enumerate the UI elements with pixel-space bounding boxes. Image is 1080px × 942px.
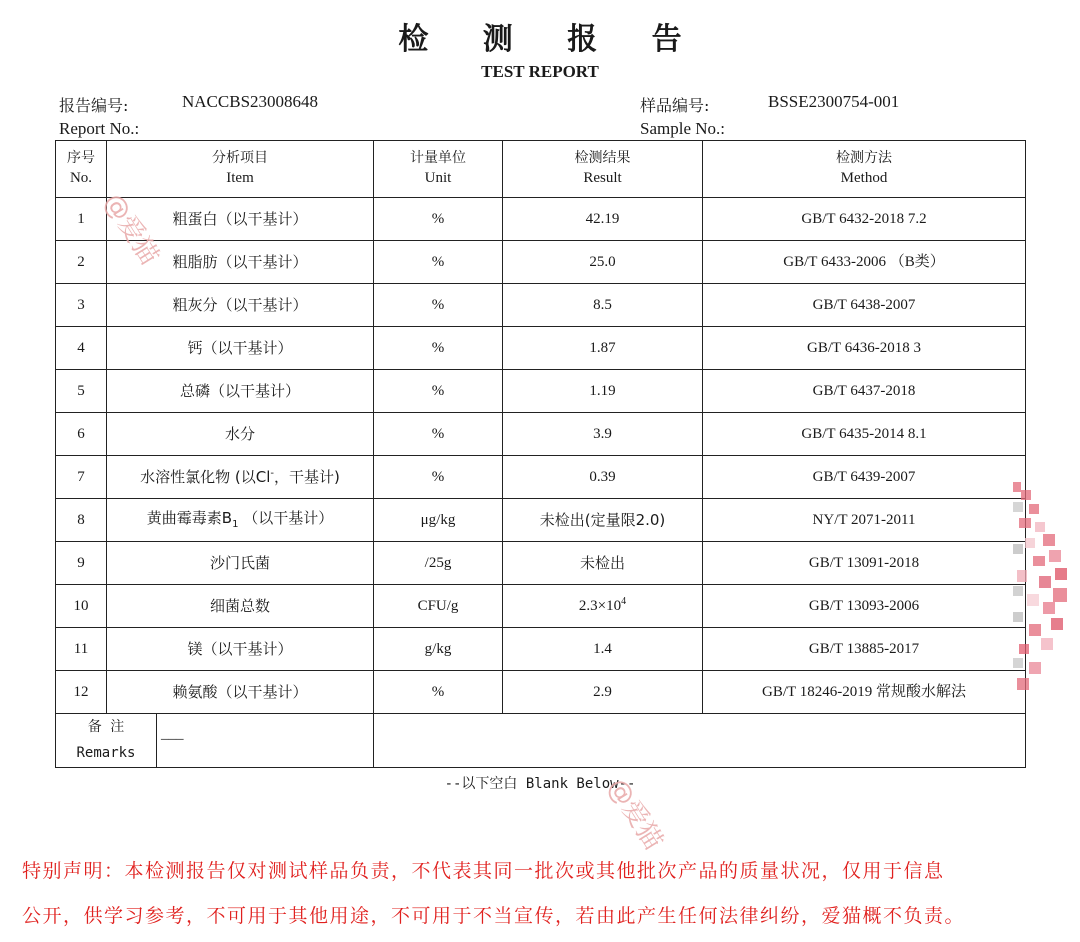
row-item: 粗脂肪（以干基计） [107,241,374,284]
table-row [56,585,1026,628]
row-item: 细菌总数 [107,585,374,628]
row-unit: % [374,671,503,714]
row-unit: % [374,413,503,456]
results-table [55,140,1026,768]
row-unit: CFU/g [374,585,503,628]
sample-no-label: 样品编号: [640,96,710,115]
table-row [56,241,1026,284]
row-result: 1.87 [503,327,703,370]
row-item: 黄曲霉毒素$B_1$ （以干基计） [107,499,374,542]
row-method: NY/T 2071-2011 [703,499,1026,542]
row-result: 0.39 [503,456,703,499]
row-result: 未检出(定量限2.0) [503,499,703,542]
table-row [56,413,1026,456]
row-result: 3.9 [503,413,703,456]
table-row [56,370,1026,413]
row-no: 10 [56,585,107,628]
row-method: GB/T 6437-2018 [703,370,1026,413]
header-method: 检测方法 Method [703,141,1026,198]
header-item: 分析项目 Item [107,141,374,198]
row-unit: % [374,241,503,284]
remarks-blank [374,714,1026,768]
report-subtitle: TEST REPORT [481,62,599,81]
report-title: 检 测 报 告 [398,22,704,57]
row-unit: % [374,284,503,327]
header-unit: 计量单位 Unit [374,141,503,198]
row-no: 12 [56,671,107,714]
row-item: 粗蛋白（以干基计） [107,198,374,241]
report-no-label-en: Report No.: [59,119,140,138]
disclaimer-line-1: 特别声明：本检测报告仅对测试样品负责，不代表其同一批次或其他批次产品的质量状况，仅用于信息 [22,860,945,882]
row-no: 4 [56,327,107,370]
row-result: 25.0 [503,241,703,284]
remarks-cell [56,714,374,768]
table-row [56,456,1026,499]
row-item: 镁（以干基计） [107,628,374,671]
row-result: 1.19 [503,370,703,413]
row-no: 8 [56,499,107,542]
row-no: 9 [56,542,107,585]
row-method: GB/T 6433-2006 （B类） [703,241,1026,284]
row-method: GB/T 6438-2007 [703,284,1026,327]
row-method: GB/T 18246-2019 常规酸水解法 [703,671,1026,714]
table-header-row [56,141,1026,198]
row-no: 3 [56,284,107,327]
table-row [56,542,1026,585]
row-method: GB/T 13885-2017 [703,628,1026,671]
row-no: 2 [56,241,107,284]
sample-no-value: BSSE2300754-001 [768,92,900,111]
remarks-row [56,714,1026,768]
row-no: 5 [56,370,107,413]
row-item: 沙门氏菌 [107,542,374,585]
row-result: $2.3\times 10^4$ [503,585,703,628]
row-item: 总磷（以干基计） [107,370,374,413]
row-result: 8.5 [503,284,703,327]
disclaimer-line-2: 公开，供学习参考，不可用于其他用途，不可用于不当宣传，若由此产生任何法律纠纷，爱猫概不负责。 [22,905,966,927]
row-unit: μg/kg [374,499,503,542]
report-no-value: NACCBS23008648 [182,92,319,111]
table-row [56,628,1026,671]
header-result: 检测结果 Result [503,141,703,198]
row-item: 粗灰分（以干基计） [107,284,374,327]
row-item: 水分 [107,413,374,456]
sample-no-label-en: Sample No.: [640,119,725,138]
row-method: GB/T 6439-2007 [703,456,1026,499]
row-method: GB/T 13091-2018 [703,542,1026,585]
remarks-label-en: Remarks [76,744,136,761]
remarks-label-cn: 备 注 [87,719,125,736]
header-no: 序号 No. [56,141,107,198]
row-unit: % [374,456,503,499]
remarks-value: ___ [161,726,184,742]
row-no: 6 [56,413,107,456]
row-result: 未检出 [503,542,703,585]
row-unit: g/kg [374,628,503,671]
row-item: 赖氨酸（以干基计） [107,671,374,714]
row-item: 钙（以干基计） [107,327,374,370]
row-unit: % [374,198,503,241]
row-unit: /25g [374,542,503,585]
table-row [56,671,1026,714]
row-method: GB/T 13093-2006 [703,585,1026,628]
table-row [56,198,1026,241]
row-item: 水溶性氯化物 (以Cl-，干基计) [107,456,374,499]
row-result: 1.4 [503,628,703,671]
report-no-label: 报告编号: [59,96,129,115]
pixelated-stamp [1013,482,1069,692]
watermark: @爱猫 [601,773,669,856]
table-row [56,284,1026,327]
row-result: 2.9 [503,671,703,714]
row-method: GB/T 6436-2018 3 [703,327,1026,370]
row-no: 1 [56,198,107,241]
row-no: 11 [56,628,107,671]
table-row [56,327,1026,370]
watermark: @爱猫 [97,188,165,271]
row-method: GB/T 6432-2018 7.2 [703,198,1026,241]
row-unit: % [374,327,503,370]
row-no: 7 [56,456,107,499]
row-method: GB/T 6435-2014 8.1 [703,413,1026,456]
blank-below-note: --以下空白 Blank Below-- [444,776,636,792]
table-row [56,499,1026,542]
row-result: 42.19 [503,198,703,241]
row-unit: % [374,370,503,413]
